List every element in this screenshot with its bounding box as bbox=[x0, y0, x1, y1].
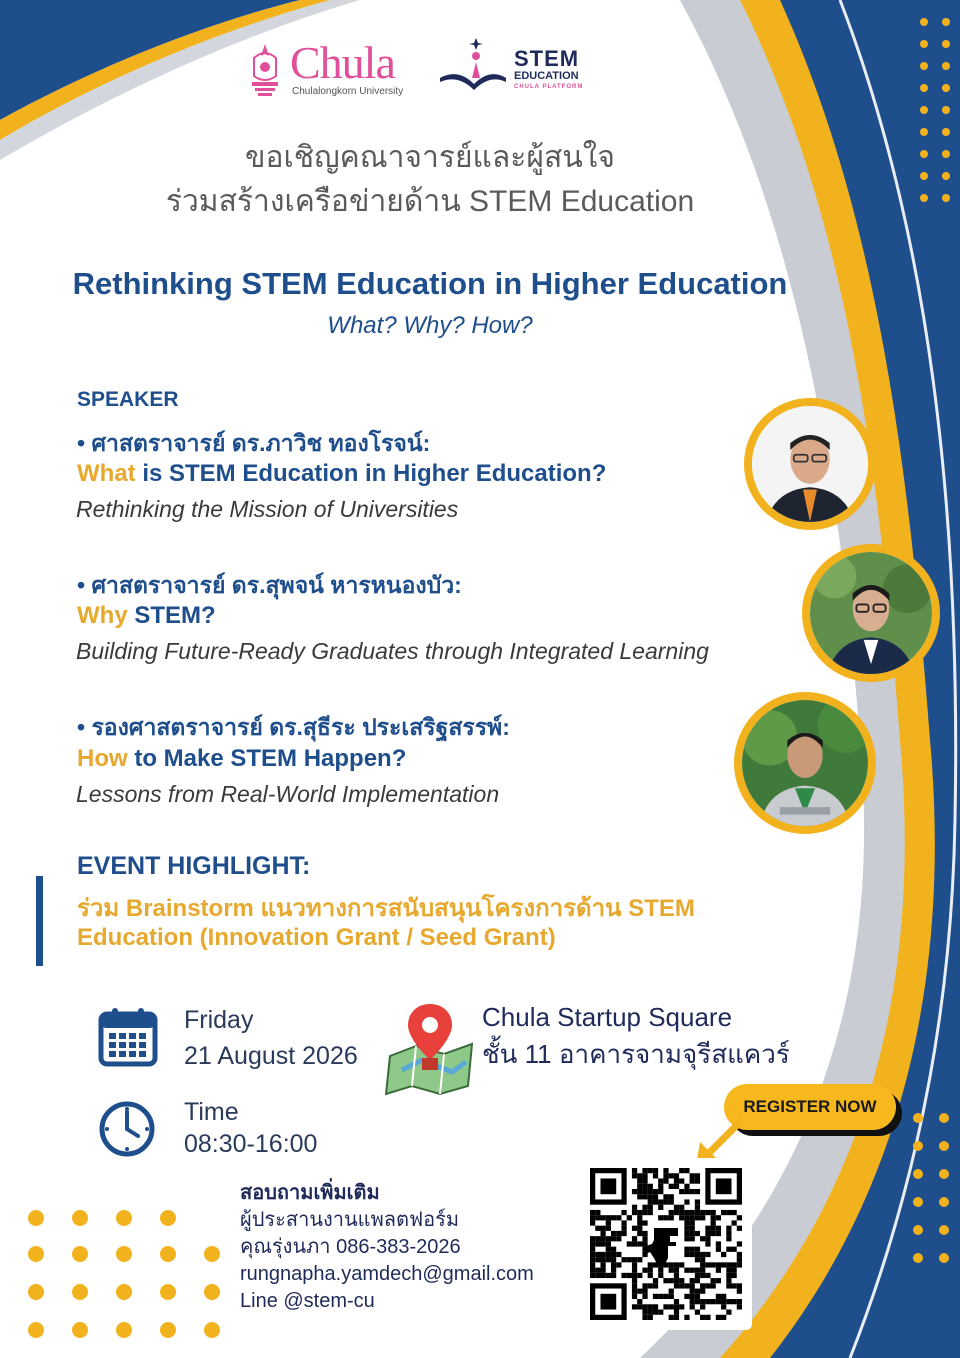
time-label: Time bbox=[184, 1098, 239, 1126]
speaker-1-topic bbox=[77, 460, 606, 488]
event-title: Rethinking STEM Education in Higher Education bbox=[72, 266, 788, 301]
highlight-heading: EVENT HIGHLIGHT: bbox=[77, 852, 311, 880]
event-subtitle: What? Why? How? bbox=[327, 312, 533, 339]
stem-logo-line1: STEM bbox=[514, 46, 580, 71]
contact-block bbox=[240, 1180, 534, 1315]
event-time: 08:30-16:00 bbox=[184, 1130, 318, 1158]
speaker-1-name: • ศาสตราจารย์ ดร.ภาวิช ทองโรจน์: bbox=[77, 430, 431, 456]
contact-role: ผู้ประสานงานแพลตฟอร์ม bbox=[240, 1209, 460, 1231]
speaker-2-description: Building Future-Ready Graduates through Integrated Learning bbox=[76, 638, 709, 664]
speaker-2-name: • ศาสตราจารย์ ดร.สุพจน์ หารหนองบัว: bbox=[77, 572, 462, 598]
speaker-3-topic-key: How bbox=[77, 745, 128, 772]
stem-book-icon bbox=[436, 34, 508, 98]
invitation-line-1: ขอเชิญคณาจารย์และผู้สนใจ bbox=[244, 141, 616, 174]
registration-qr-code[interactable] bbox=[580, 1158, 752, 1330]
contact-line-id[interactable]: Line @stem-cu bbox=[240, 1290, 375, 1312]
chula-seal-icon bbox=[246, 42, 284, 98]
speaker-1-photo bbox=[744, 398, 876, 530]
calendar-icon bbox=[98, 1006, 158, 1068]
speaker-2-topic bbox=[77, 602, 216, 630]
chula-logo-subtitle: Chulalongkorn University bbox=[292, 86, 404, 97]
highlight-accent-bar bbox=[36, 876, 43, 966]
speaker-3-description: Lessons from Real-World Implementation bbox=[76, 781, 500, 807]
speaker-3-name: • รองศาสตราจารย์ ดร.สุธีระ ประเสริฐสรรพ์: bbox=[77, 714, 510, 740]
chula-logo bbox=[244, 37, 404, 102]
speaker-3-photo bbox=[734, 692, 876, 834]
stem-education-logo bbox=[436, 34, 596, 98]
speaker-1-description: Rethinking the Mission of Universities bbox=[76, 496, 459, 522]
speaker-1-topic-rest: is STEM Education in Higher Education? bbox=[135, 460, 607, 487]
invitation-line-2: ร่วมสร้างเครือข่ายด้าน STEM Education bbox=[165, 185, 695, 218]
event-day: Friday bbox=[184, 1006, 254, 1034]
contact-person-phone: คุณรุ่งนภา 086-383-2026 bbox=[240, 1236, 461, 1258]
venue-name: Chula Startup Square bbox=[482, 1002, 733, 1032]
highlight-line-1: ร่วม Brainstorm แนวทางการสนับสนุนโครงการด้าน STEM bbox=[77, 895, 695, 922]
contact-email[interactable]: rungnapha.yamdech@gmail.com bbox=[240, 1263, 534, 1285]
stem-logo-line3: CHULA PLATFORM bbox=[514, 84, 584, 90]
venue-detail: ชั้น 11 อาคารจามจุรีสแควร์ bbox=[482, 1039, 790, 1069]
speaker-2-topic-rest: STEM? bbox=[127, 602, 216, 629]
speaker-2-topic-key: Why bbox=[77, 602, 128, 629]
speaker-3-topic-rest: to Make STEM Happen? bbox=[127, 745, 407, 772]
speaker-3-topic bbox=[77, 745, 406, 773]
map-pin-icon bbox=[382, 1000, 478, 1096]
speaker-2-photo bbox=[802, 544, 940, 682]
clock-icon bbox=[98, 1100, 156, 1158]
register-now-button[interactable]: REGISTER NOW bbox=[724, 1084, 896, 1130]
chula-logo-name: Chula bbox=[290, 37, 395, 88]
speaker-1-topic-key: What bbox=[77, 460, 136, 487]
event-date: 21 August 2026 bbox=[184, 1042, 358, 1070]
speaker-heading: SPEAKER bbox=[77, 388, 179, 411]
contact-heading: สอบถามเพิ่มเติม bbox=[240, 1182, 380, 1204]
qr-dino-icon bbox=[646, 1228, 678, 1266]
stem-logo-line2: EDUCATION bbox=[514, 70, 579, 82]
qr-code bbox=[580, 1158, 752, 1330]
highlight-line-2: Education (Innovation Grant / Seed Grant) bbox=[77, 924, 556, 951]
